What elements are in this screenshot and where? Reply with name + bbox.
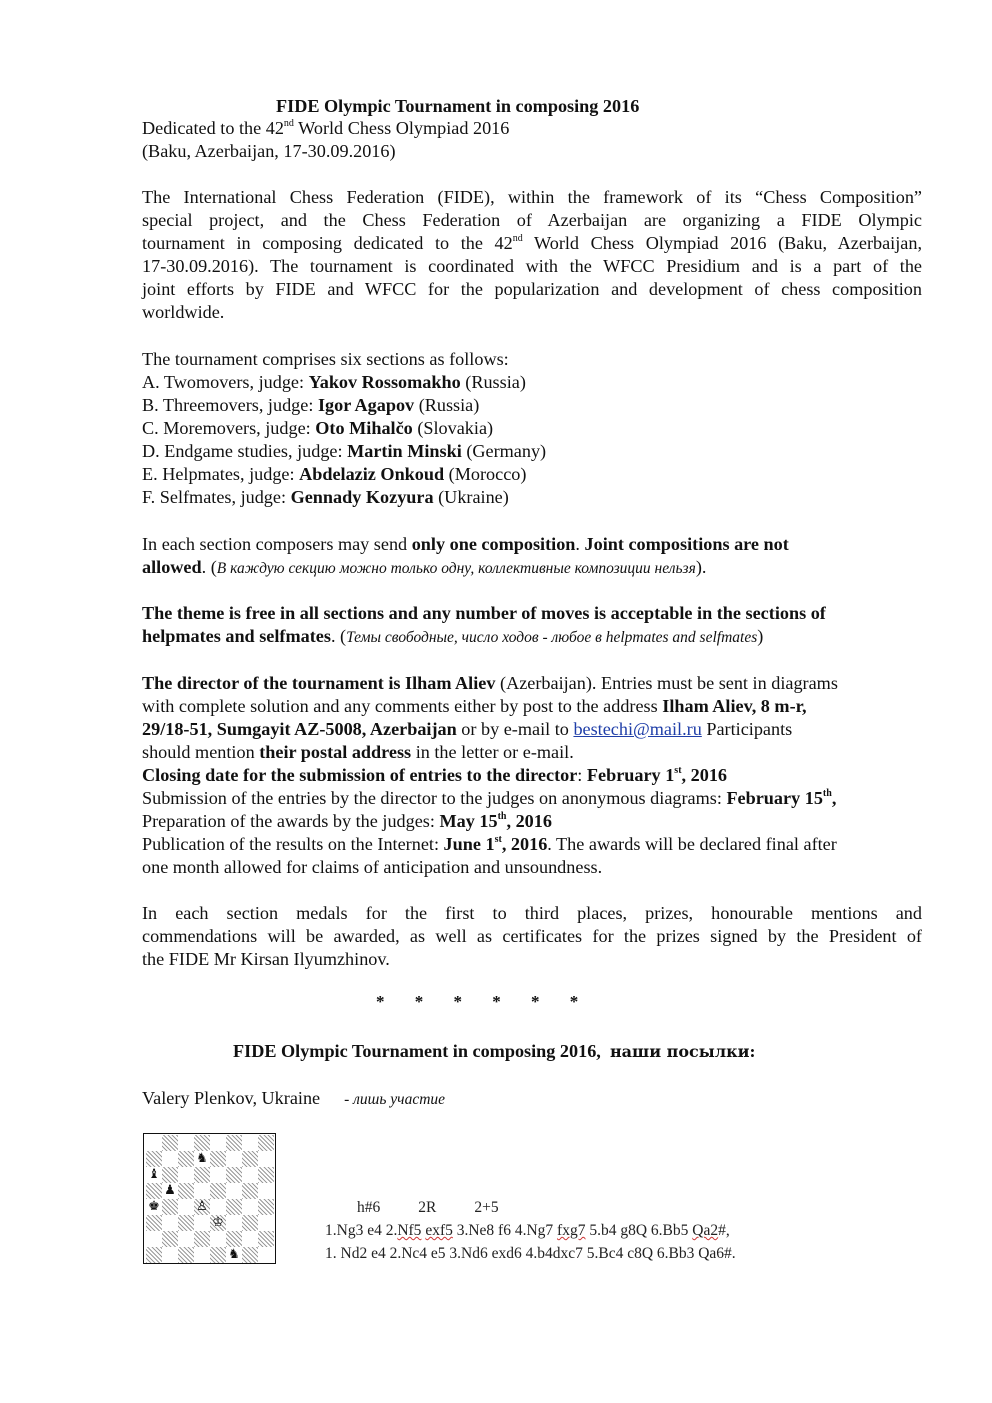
- board-square: [162, 1215, 178, 1231]
- board-square: [194, 1215, 210, 1231]
- board-square: [258, 1151, 274, 1167]
- board-square: [258, 1199, 274, 1215]
- board-square: [178, 1199, 194, 1215]
- rule-one-composition: In each section composers may send only one composition. Joint compositions are not: [142, 534, 789, 554]
- director-line-4: should mention their postal address in the letter or e-mail.: [142, 742, 574, 762]
- entry-author: Valery Plenkov, Ukraine - лишь участие: [142, 1088, 446, 1108]
- board-square: [242, 1231, 258, 1247]
- solution-line-2: 1. Nd2 e4 2.Nc4 e5 3.Nd6 exd6 4.b4dxc7 5.Bc4 c8Q 6.Bb3 Qa6#.: [325, 1245, 736, 1262]
- director-line-3: 29/18-51, Sumgayit AZ-5008, Azerbaijan or by e-mail to bestechi@mail.ru Participants: [142, 719, 793, 739]
- section-a: A. Twomovers, judge: Yakov Rossomakho (Russia): [142, 372, 526, 392]
- board-square: [162, 1151, 178, 1167]
- board-square: [210, 1247, 226, 1263]
- intro-line-2: special project, and the Chess Federation of Azerbaijan are organizing a FIDE Olympic: [142, 210, 922, 230]
- board-square: [162, 1167, 178, 1183]
- board-square: [226, 1215, 242, 1231]
- section-f: F. Selfmates, judge: Gennady Kozyura (Ukraine): [142, 487, 509, 507]
- board-square: [258, 1135, 274, 1151]
- black-king-icon: ♚: [148, 1199, 160, 1214]
- chess-diagram: [143, 1133, 276, 1264]
- black-knight-icon: ♞: [196, 1151, 208, 1166]
- black-knight-icon: ♞: [228, 1247, 240, 1262]
- board-square: [226, 1231, 242, 1247]
- board-square: [146, 1215, 162, 1231]
- board-square: [146, 1247, 162, 1263]
- board-square: [226, 1183, 242, 1199]
- board-square: [226, 1151, 242, 1167]
- place-dates: (Baku, Azerbaijan, 17-30.09.2016): [142, 141, 396, 161]
- board-square: [258, 1247, 274, 1263]
- board-square: [242, 1247, 258, 1263]
- judge-name: Martin Minski: [347, 441, 462, 461]
- intro-line-3: tournament in composing dedicated to the 42nd World Chess Olympiad 2016 (Baku, Azerbaijan,: [142, 232, 922, 253]
- rule-theme-free: The theme is free in all sections and any number of moves is acceptable in the sections of: [142, 603, 826, 623]
- section-separator: * * * * * *: [376, 992, 592, 1011]
- section-d: D. Endgame studies, judge: Martin Minski (Germany): [142, 441, 547, 461]
- board-square: [194, 1167, 210, 1183]
- board-square: [178, 1167, 194, 1183]
- board-square: [162, 1199, 178, 1215]
- board-square: [162, 1247, 178, 1263]
- board-square: [258, 1231, 274, 1247]
- closing-date: Closing date for the submission of entries to the director: February 1st, 2016: [142, 764, 727, 785]
- awards-line-3: the FIDE Mr Kirsan Ilyumzhinov.: [142, 949, 390, 969]
- board-square: [178, 1135, 194, 1151]
- judge-name: Oto Mihalčo: [315, 418, 413, 438]
- solution-line-1: 1.Ng3 e4 2.Nf5 exf5 3.Ne8 f6 4.Ng7 fxg7 5.b4 g8Q 6.Bb5 Qa2#,: [325, 1222, 730, 1239]
- board-square: [146, 1183, 162, 1199]
- black-bishop-icon: ♝: [148, 1167, 160, 1182]
- intro-line-5: joint efforts by FIDE and WFCC for the popularization and development of chess composition: [142, 279, 922, 299]
- awards-line-1: In each section medals for the first to third places, prizes, honourable mentions and: [142, 903, 922, 923]
- board-square: [242, 1183, 258, 1199]
- board-square: [162, 1231, 178, 1247]
- board-square: [242, 1135, 258, 1151]
- board-square: [210, 1231, 226, 1247]
- board-square: [178, 1183, 194, 1199]
- board-square: [194, 1247, 210, 1263]
- board-square: [226, 1167, 242, 1183]
- board-square: [162, 1135, 178, 1151]
- board-square: [242, 1215, 258, 1231]
- white-king-icon: ♔: [212, 1215, 224, 1230]
- board-square: [258, 1215, 274, 1231]
- board-square: [146, 1135, 162, 1151]
- rule-theme-free-cont: helpmates and selfmates. (Темы свободные, число ходов - любое в helpmates and selfmates): [142, 626, 764, 646]
- section-e: E. Helpmates, judge: Abdelaziz Onkoud (Morocco): [142, 464, 527, 484]
- board-square: [258, 1167, 274, 1183]
- judge-name: Igor Agapov: [317, 395, 415, 415]
- board-square: [178, 1231, 194, 1247]
- problem-stipulation: h#6 2R 2+5: [357, 1199, 499, 1216]
- white-pawn-icon: ♙: [196, 1199, 208, 1214]
- board-square: [178, 1151, 194, 1167]
- board-square: [194, 1183, 210, 1199]
- director-line-2: with complete solution and any comments either by post to the address Ilham Aliev, 8 m-r,: [142, 696, 807, 716]
- board-square: [194, 1135, 210, 1151]
- board-square: [210, 1135, 226, 1151]
- publication-date-cont: one month allowed for claims of anticipation and unsoundness.: [142, 857, 603, 877]
- sections-intro: The tournament comprises six sections as follows:: [142, 349, 509, 369]
- board-square: [226, 1135, 242, 1151]
- intro-line-4: 17-30.09.2016). The tournament is coordinated with the WFCC Presidium and is a part of the: [142, 256, 922, 276]
- board-square: [146, 1151, 162, 1167]
- rule-joint-not-allowed: allowed. (В каждую секцию можно только одну, коллективные композиции нельзя).: [142, 557, 707, 577]
- publication-date: Publication of the results on the Internet: June 1st, 2016. The awards will be declared final after: [142, 833, 837, 854]
- board-square: [178, 1215, 194, 1231]
- dedication-line: Dedicated to the 42nd World Chess Olympiad 2016: [142, 117, 510, 138]
- intro-line-1: The International Chess Federation (FIDE), within the framework of its “Chess Composition”: [142, 187, 922, 207]
- board-square: [210, 1183, 226, 1199]
- awards-line-2: commendations will be awarded, as well as certificates for the prizes signed by the President of: [142, 926, 922, 946]
- document-title: FIDE Olympic Tournament in composing 2016: [276, 96, 640, 116]
- preparation-date: Preparation of the awards by the judges: May 15th, 2016: [142, 810, 552, 831]
- judge-name: Gennady Kozyura: [290, 487, 434, 507]
- board-square: [210, 1151, 226, 1167]
- section-b: B. Threemovers, judge: Igor Agapov (Russia): [142, 395, 480, 415]
- intro-line-6: worldwide.: [142, 302, 225, 322]
- board-square: [242, 1167, 258, 1183]
- submission-date: Submission of the entries by the director to the judges on anonymous diagrams: February 15th,: [142, 787, 837, 808]
- board-square: [178, 1247, 194, 1263]
- director-line-1: The director of the tournament is Ilham Aliev (Azerbaijan). Entries must be sent in diagrams: [142, 673, 838, 693]
- entries-title: FIDE Olympic Tournament in composing 2016, наши посылки:: [233, 1041, 756, 1061]
- black-pawn-icon: ♟: [164, 1183, 176, 1198]
- judge-name: Yakov Rossomakho: [308, 372, 461, 392]
- judge-name: Abdelaziz Onkoud: [299, 464, 445, 484]
- email-link[interactable]: bestechi@mail.ru: [573, 719, 702, 739]
- board-square: [242, 1151, 258, 1167]
- board-square: [210, 1167, 226, 1183]
- board-square: [210, 1199, 226, 1215]
- board-square: [146, 1231, 162, 1247]
- board-square: [242, 1199, 258, 1215]
- board-square: [258, 1183, 274, 1199]
- section-c: C. Moremovers, judge: Oto Mihalčo (Slovakia): [142, 418, 494, 438]
- board-square: [226, 1199, 242, 1215]
- board-square: [194, 1231, 210, 1247]
